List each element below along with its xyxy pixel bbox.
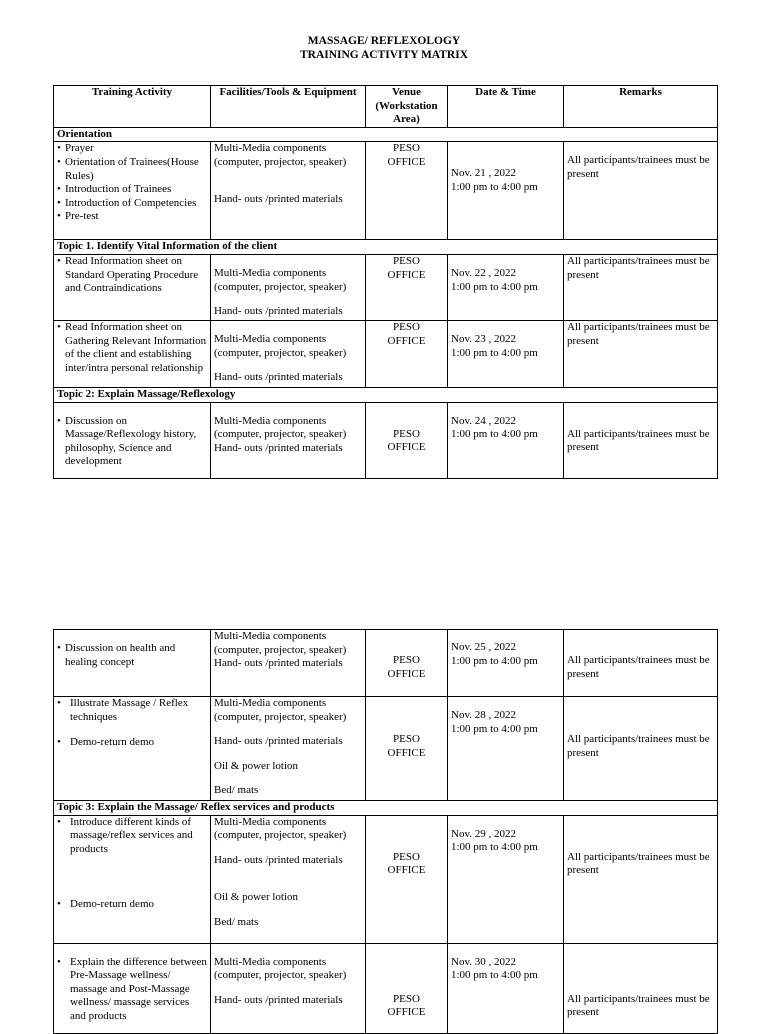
list-item: • Discussion on Massage/Reflexology history, philosophy, Science and development xyxy=(57,414,197,468)
date-cell: Nov. 22 , 2022 1:00 pm to 4:00 pm xyxy=(448,254,564,320)
table-row xyxy=(54,815,718,943)
venue-cell: PESO OFFICE xyxy=(366,402,448,478)
list-item: • Read Information sheet on Gathering Relevant Information of the client and establishing inter/intra personal relationship xyxy=(57,320,207,374)
section-row-topic-1 xyxy=(54,240,718,255)
remarks-cell: All participants/trainees must be present xyxy=(564,697,718,801)
training-matrix-table-1 xyxy=(53,85,718,479)
venue-cell: PESO OFFICE xyxy=(366,815,448,943)
header-venue: Venue (Workstation Area) xyxy=(366,86,448,128)
table-row xyxy=(54,320,718,387)
activity-cell xyxy=(54,402,211,478)
activity-cell xyxy=(54,815,211,943)
list-item: • Demo-return demo xyxy=(57,898,154,911)
activity-cell xyxy=(54,630,211,697)
list-item: • Introduction of Competencies xyxy=(57,196,197,209)
section-topic-1: Topic 1. Identify Vital Information of the client xyxy=(54,240,718,255)
header-remarks: Remarks xyxy=(564,86,718,128)
table-row xyxy=(54,254,718,320)
facilities-cell: Multi-Media components (computer, projector, speaker) Hand- outs /printed materials xyxy=(211,943,366,1033)
activity-cell xyxy=(54,320,211,387)
list-item: • Read Information sheet on Standard Operating Procedure and Contraindications xyxy=(57,254,199,295)
list-item: • Prayer xyxy=(57,142,94,155)
venue-cell: PESO OFFICE xyxy=(366,943,448,1033)
list-item: • Orientation of Trainees(House Rules) xyxy=(57,155,199,182)
list-item: • Explain the difference between Pre-Massage wellness/ massage and Post-Massage wellness/ massage services and products xyxy=(57,955,207,1022)
facilities-cell: Multi-Media components (computer, projector, speaker) Hand- outs /printed materials xyxy=(211,142,366,240)
venue-cell: PESO OFFICE xyxy=(366,320,448,387)
venue-cell: PESO OFFICE xyxy=(366,630,448,697)
date-cell: Nov. 30 , 2022 1:00 pm to 4:00 pm xyxy=(448,943,564,1033)
list-item: • Pre-test xyxy=(57,210,99,223)
facilities-cell: Multi-Media components (computer, projector, speaker) Hand- outs /printed materials xyxy=(211,402,366,478)
activity-cell xyxy=(54,254,211,320)
training-matrix-table-2 xyxy=(53,629,718,1034)
date-cell: Nov. 25 , 2022 1:00 pm to 4:00 pm xyxy=(448,630,564,697)
section-row-orientation xyxy=(54,127,718,142)
section-topic-2: Topic 2: Explain Massage/Reflexology xyxy=(54,387,718,402)
list-item: • Illustrate Massage / Reflex techniques xyxy=(57,697,189,723)
title-line-2: TRAINING ACTIVITY MATRIX xyxy=(299,49,469,61)
section-row-topic-2 xyxy=(54,387,718,402)
date-cell: Nov. 29 , 2022 1:00 pm to 4:00 pm xyxy=(448,815,564,943)
activity-cell xyxy=(54,943,211,1033)
table-row xyxy=(54,630,718,697)
remarks-cell: All participants/trainees must be present xyxy=(564,630,718,697)
venue-cell: PESO OFFICE xyxy=(366,142,448,240)
venue-cell: PESO OFFICE xyxy=(366,697,448,801)
remarks-cell: All participants/trainees must be present xyxy=(564,254,718,320)
section-row-topic-3 xyxy=(54,801,718,816)
remarks-cell: All participants/trainees must be present xyxy=(564,320,718,387)
header-date: Date & Time xyxy=(448,86,564,128)
remarks-cell: All participants/trainees must be present xyxy=(564,402,718,478)
activity-cell xyxy=(54,142,211,240)
header-activity: Training Activity xyxy=(54,86,211,128)
remarks-cell: All participants/trainees must be present xyxy=(564,815,718,943)
facilities-cell: Multi-Media components (computer, projector, speaker) Hand- outs /printed materials Oil & power lotion Bed/ mats xyxy=(211,815,366,943)
section-orientation: Orientation xyxy=(54,127,718,142)
header-facilities: Facilities/Tools & Equipment xyxy=(211,86,366,128)
title-line-1: MASSAGE/ REFLEXOLOGY xyxy=(307,35,461,47)
table-row xyxy=(54,402,718,478)
date-cell: Nov. 28 , 2022 1:00 pm to 4:00 pm xyxy=(448,697,564,801)
date-cell: Nov. 21 , 2022 1:00 pm to 4:00 pm xyxy=(448,142,564,240)
list-item: • Introduce different kinds of massage/reflex services and products xyxy=(57,815,193,855)
table-row xyxy=(54,697,718,801)
list-item: • Introduction of Trainees xyxy=(57,183,172,196)
date-cell: Nov. 24 , 2022 1:00 pm to 4:00 pm xyxy=(448,402,564,478)
venue-cell: PESO OFFICE xyxy=(366,254,448,320)
remarks-cell: All participants/trainees must be present xyxy=(564,142,718,240)
table-row xyxy=(54,142,718,240)
table-row xyxy=(54,943,718,1033)
list-item: • Discussion on health and healing concept xyxy=(57,642,176,668)
header-row xyxy=(54,86,718,128)
section-topic-3: Topic 3: Explain the Massage/ Reflex services and products xyxy=(54,801,718,816)
facilities-cell: Multi-Media components (computer, projector, speaker) Hand- outs /printed materials xyxy=(211,320,366,387)
date-cell: Nov. 23 , 2022 1:00 pm to 4:00 pm xyxy=(448,320,564,387)
facilities-cell: Multi-Media components (computer, projector, speaker) Hand- outs /printed materials xyxy=(211,254,366,320)
facilities-cell: Multi-Media components (computer, projector, speaker) Hand- outs /printed materials Oil & power lotion Bed/ mats xyxy=(211,697,366,801)
remarks-cell: All participants/trainees must be present xyxy=(564,943,718,1033)
activity-cell xyxy=(54,697,211,801)
document-title xyxy=(0,34,768,62)
facilities-cell: Multi-Media components (computer, projector, speaker) Hand- outs /printed materials xyxy=(211,630,366,697)
list-item: • Demo-return demo xyxy=(57,736,154,749)
